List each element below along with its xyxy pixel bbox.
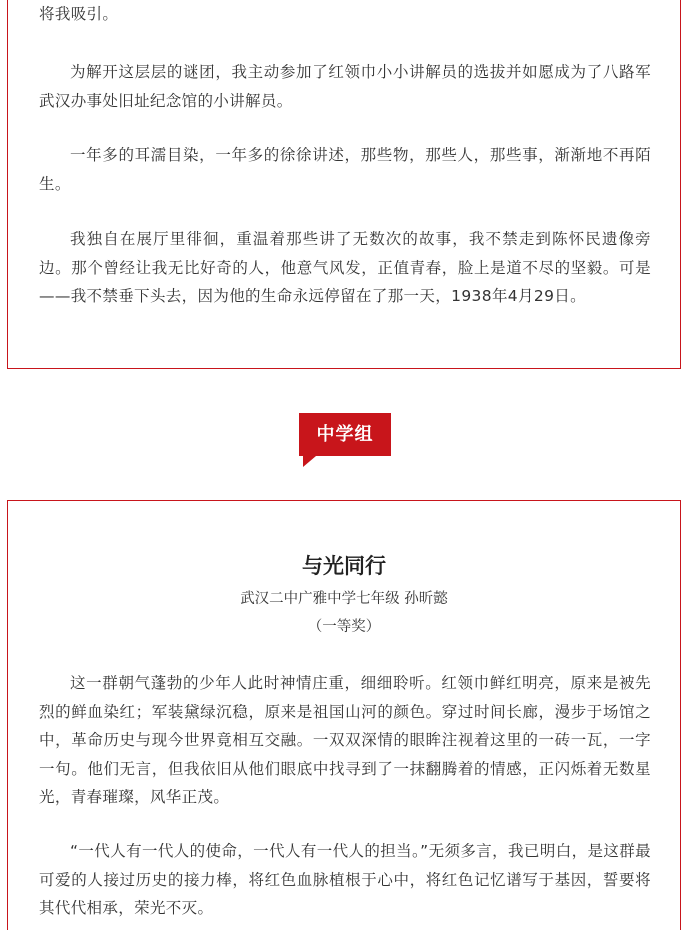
essay-title: 与光同行 xyxy=(302,554,386,578)
badge-tail-shape xyxy=(303,456,316,467)
essay-author: 武汉二中广雅中学七年级 孙昕懿 xyxy=(240,591,448,607)
paragraph-year-of-telling: 一年多的耳濡目染，一年多的徐徐讲述，那些物，那些人，那些事，渐渐地不再陌生。 xyxy=(39,146,651,193)
paragraph-narrator-joins: 为解开这层层的谜团，我主动参加了红领巾小小讲解员的选拔并如愿成为了八路军武汉办事处旧址纪念馆的小讲解员。 xyxy=(39,63,651,110)
paragraph-chen-huaimin: 我独自在展厅里徘徊，重温着那些讲了无数次的故事，我不禁走到陈怀民遗像旁边。那个曾经让我无比好奇的人，他意气风发，正值青春，脸上是道不尽的坚毅。可是——我不禁垂下头去，因为他的生命永远停留在了那一天，1938年4月29日。 xyxy=(39,230,651,305)
section-badge-middle-school: 中学组 xyxy=(299,413,391,456)
essay-award: （一等奖） xyxy=(307,619,381,635)
paragraph-continued: 将我吸引。 xyxy=(39,5,119,23)
essay-paragraph-youth: 这一群朝气蓬勃的少年人此时神情庄重，细细聆听。红领巾鲜红明亮，原来是被先烈的鲜血染红；军装黛绿沉稳，原来是祖国山河的颜色。穿过时间长廊，漫步于场馆之中，革命历史与现今世界竟相互交融。一双双深情的眼眸注视着这里的一砖一瓦，一字一句。他们无言，但我依旧从他们眼底中找寻到了一抹翻腾着的情感，正闪烁着无数星光，青春璀璨，风华正茂。 xyxy=(39,674,651,806)
essay-paragraph-mission: “一代人有一代人的使命，一代人有一代人的担当。”无须多言，我已明白，是这群最可爱的人接过历史的接力棒，将红色血脉植根于心中，将红色记忆谱写于基因，誓要将其代代相承，荣光不灭。 xyxy=(39,842,651,917)
